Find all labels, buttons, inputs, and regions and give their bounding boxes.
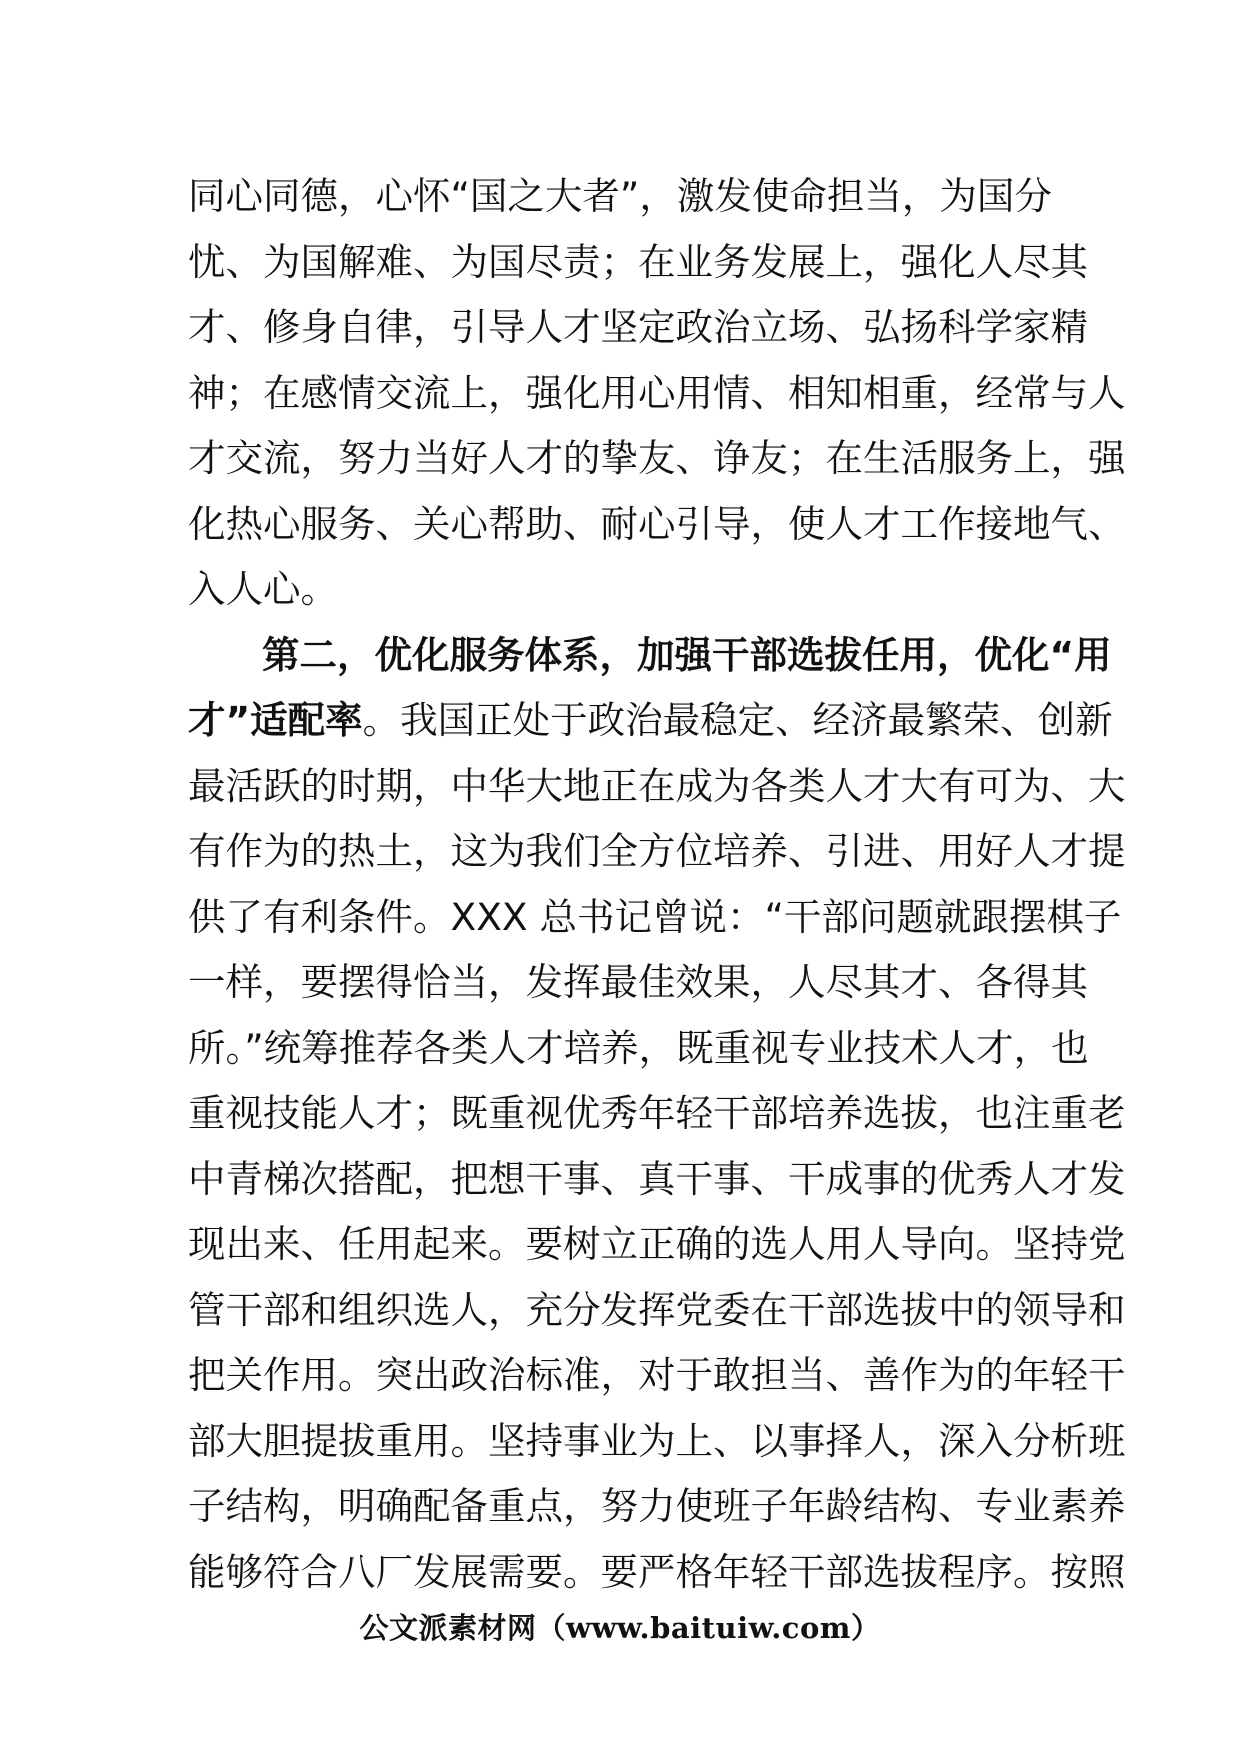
paragraph-line: 一样，要摆得恰当，发挥最佳效果，人尽其才、各得其 bbox=[188, 960, 1088, 1004]
paragraph-line: 有作为的热土，这为我们全方位培养、引进、用好人才提 bbox=[188, 829, 1126, 873]
paragraph-line: 最活跃的时期，中华大地正在成为各类人才大有可为、大 bbox=[188, 763, 1126, 808]
paragraph-line: 才交流，努力当好人才的挚友、诤友；在生活服务上，强 bbox=[188, 436, 1126, 480]
paragraph-line: 才、修身自律，引导人才坚定政治立场、弘扬科学家精 bbox=[188, 305, 1088, 349]
document-body bbox=[188, 164, 1126, 1605]
paragraph-line: 现出来、任用起来。要树立正确的选人用人导向。坚持党 bbox=[188, 1222, 1126, 1266]
paragraph-line: 重视技能人才；既重视优秀年轻干部培养选拔，也注重老 bbox=[188, 1091, 1126, 1135]
paragraph-line: 入人心。 bbox=[188, 567, 338, 611]
section-heading-continuation bbox=[188, 688, 1113, 754]
paragraph-line: 把关作用。突出政治标准，对于敢担当、善作为的年轻干 bbox=[188, 1353, 1126, 1397]
section-heading: 第二，优化服务体系，加强干部选拔任用，优化“用 bbox=[262, 632, 1112, 677]
footer-watermark: 公文派素材网（www.baituiw.com） bbox=[359, 1611, 881, 1645]
paragraph-line: 供了有利条件。XXX 总书记曾说：“干部问题就跟摆棋子 bbox=[188, 894, 1122, 939]
paragraph-line: 所。”统筹推荐各类人才培养，既重视专业技术人才，也 bbox=[188, 1025, 1089, 1070]
paragraph-text: 。我国正处于政治最稳定、经济最繁荣、创新 bbox=[362, 698, 1113, 742]
paragraph-line: 中青梯次搭配，把想干事、真干事、干成事的优秀人才发 bbox=[188, 1156, 1126, 1201]
paragraph-line: 忧、为国解难、为国尽责；在业务发展上，强化人尽其 bbox=[188, 239, 1088, 284]
paragraph-line: 子结构，明确配备重点，努力使班子年龄结构、专业素养 bbox=[188, 1484, 1126, 1528]
paragraph-line: 管干部和组织选人，充分发挥党委在干部选拔中的领导和 bbox=[188, 1287, 1126, 1332]
section-heading-tail: 才”适配率 bbox=[188, 698, 363, 742]
paragraph-line: 能够符合八厂发展需要。要严格年轻干部选拔程序。按照 bbox=[188, 1549, 1126, 1594]
paragraph-line: 神；在感情交流上，强化用心用情、相知相重，经常与人 bbox=[188, 370, 1126, 415]
paragraph-line: 部大胆提拔重用。坚持事业为上、以事择人，深入分析班 bbox=[188, 1418, 1126, 1463]
paragraph-line: 同心同德，心怀“国之大者”，激发使命担当，为国分 bbox=[188, 174, 1052, 218]
paragraph-line: 化热心服务、关心帮助、耐心引导，使人才工作接地气、 bbox=[188, 501, 1126, 546]
